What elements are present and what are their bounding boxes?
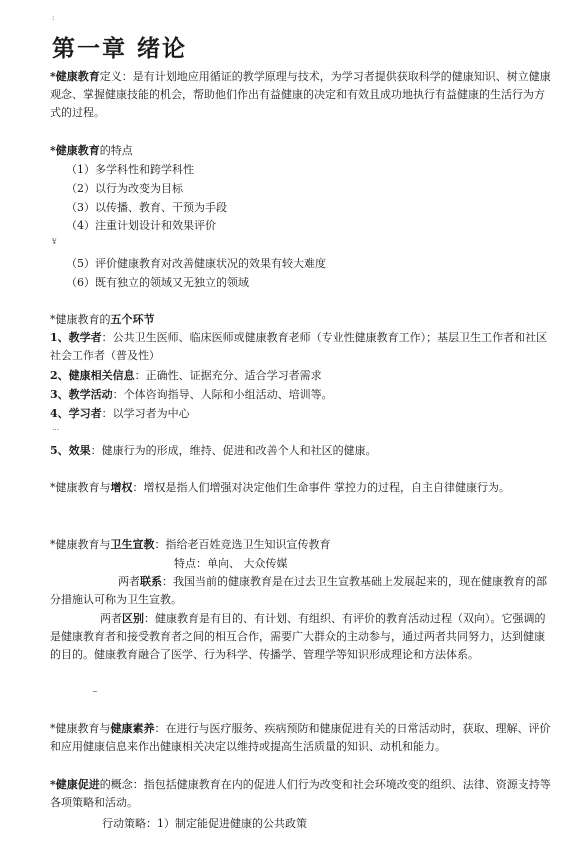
- five-links-item: [50, 405, 555, 422]
- definition-text: 定义：是有计划地应用循证的教学原理与技术，为学习者提供获取科学的健康知识、树立健康观念、掌握健康技能的机会，帮助他们作出有益健康的决定和有效且成功地执行有益健康的生活行为方式的过程。: [50, 70, 551, 119]
- feature-item: （5）评价健康教育对改善健康状况的效果有较大难度: [66, 257, 326, 270]
- five-links-item-term: 1、教学者: [50, 331, 102, 344]
- feature-item: （1）多学科性和跨学科性: [66, 163, 194, 176]
- five-links-heading-bold: 五个环节: [110, 313, 155, 326]
- corner-mark: :: [52, 14, 55, 22]
- five-links-item-text: ：个体咨询指导、人际和小组活动、培训等。: [112, 388, 333, 401]
- chapter-title: 第一章 绪论: [52, 35, 188, 62]
- five-links-item-text: ：公共卫生医师、临床医师或健康教育老师（专业性健康教育工作）；基层卫生工作者和社区社会工作者（普及性）: [50, 331, 548, 362]
- promotion-text: 的概念：指包括健康教育在内的促进人们行为改变和社会环境改变的组织、法律、资源支持等各项策略和活动。: [50, 778, 551, 809]
- propaganda-heading: [50, 536, 555, 553]
- empowerment-term: 增权: [110, 481, 133, 494]
- five-links-item: [50, 367, 555, 384]
- relation-text: ：我国当前的健康教育是在过去卫生宣教基础上发展起来的，现在健康教育的部分措施认可称为卫生宣教。: [50, 575, 547, 606]
- propaganda-term: 卫生宣教: [110, 538, 155, 551]
- difference-paragraph: [50, 610, 555, 664]
- promotion-strategy: 行动策略：1）制定能促进健康的公共政策: [102, 817, 307, 830]
- feature-item: （3）以传播、教育、干预为手段: [66, 201, 227, 214]
- stray-mark: ¥: [52, 238, 57, 246]
- five-links-item-term: 5、效果: [50, 444, 91, 457]
- empowerment-lead: *健康教育与: [50, 481, 111, 494]
- features-heading-term: *健康教育: [50, 144, 100, 157]
- five-links-heading: [50, 311, 555, 328]
- feature-item: （4）注重计划设计和效果评价: [66, 219, 216, 232]
- definition-term: *健康教育: [50, 70, 100, 83]
- feature-item: （6）既有独立的领域又无独立的领域: [66, 276, 249, 289]
- five-links-heading-lead: *健康教育的: [50, 313, 111, 326]
- wave-mark: ~: [92, 688, 98, 696]
- five-links-item-term: 4、学习者: [50, 407, 102, 420]
- five-links-item-text: ：正确性、证据充分、适合学习者需求: [134, 369, 322, 382]
- propaganda-lead: *健康教育与: [50, 538, 111, 551]
- promotion-paragraph: [50, 776, 555, 812]
- empowerment-paragraph: [50, 479, 555, 497]
- difference-term: 区别: [122, 612, 144, 625]
- propaganda-text: ：指给老百姓竞选卫生知识宣传教育: [154, 538, 331, 551]
- ellipsis-mark: …: [52, 424, 59, 432]
- difference-text: ：健康教育是有目的、有计划、有组织、有评价的教育活动过程（双向）。它强调的是健康教育者和接受教育者之间的相互合作，需要广大群众的主动参与，通过两者共同努力，达到健康的目的。健康教育融合了医学、行为科学、传播学、管理学等知识形成理论和方法体系。: [50, 612, 546, 661]
- literacy-lead: *健康教育与: [50, 722, 111, 735]
- difference-lead: 两者: [100, 612, 122, 625]
- literacy-paragraph: [50, 720, 555, 756]
- propaganda-feature: 特点：单向、 大众传媒: [174, 557, 288, 570]
- five-links-item-term: 2、健康相关信息: [50, 369, 135, 382]
- empowerment-text: ：增权是指人们增强对决定他们生命事件 掌控力的过程，自主自律健康行为。: [132, 481, 510, 494]
- promotion-term: *健康促进: [50, 778, 100, 791]
- features-heading: [50, 142, 555, 159]
- five-links-item: [50, 442, 555, 459]
- relation-paragraph: [50, 573, 555, 609]
- literacy-term: 健康素养: [110, 722, 155, 735]
- five-links-item: [50, 386, 555, 403]
- five-links-item: [50, 329, 555, 365]
- feature-item: （2）以行为改变为目标: [66, 182, 183, 195]
- five-links-item-text: ：以学习者为中心: [101, 407, 190, 420]
- five-links-item-text: ：健康行为的形成，维持、促进和改善个人和社区的健康。: [90, 444, 377, 457]
- literacy-text: ：在进行与医疗服务、疾病预防和健康促进有关的日常活动时，获取、理解、评价和应用健康信息来作出健康相关决定以维持或提高生活质量的知识、动机和能力。: [50, 722, 551, 753]
- definition-paragraph: [50, 68, 555, 122]
- five-links-item-term: 3、教学活动: [50, 388, 113, 401]
- features-heading-rest: 的特点: [99, 144, 133, 157]
- relation-lead: 两者: [118, 575, 140, 588]
- relation-term: 联系: [140, 575, 162, 588]
